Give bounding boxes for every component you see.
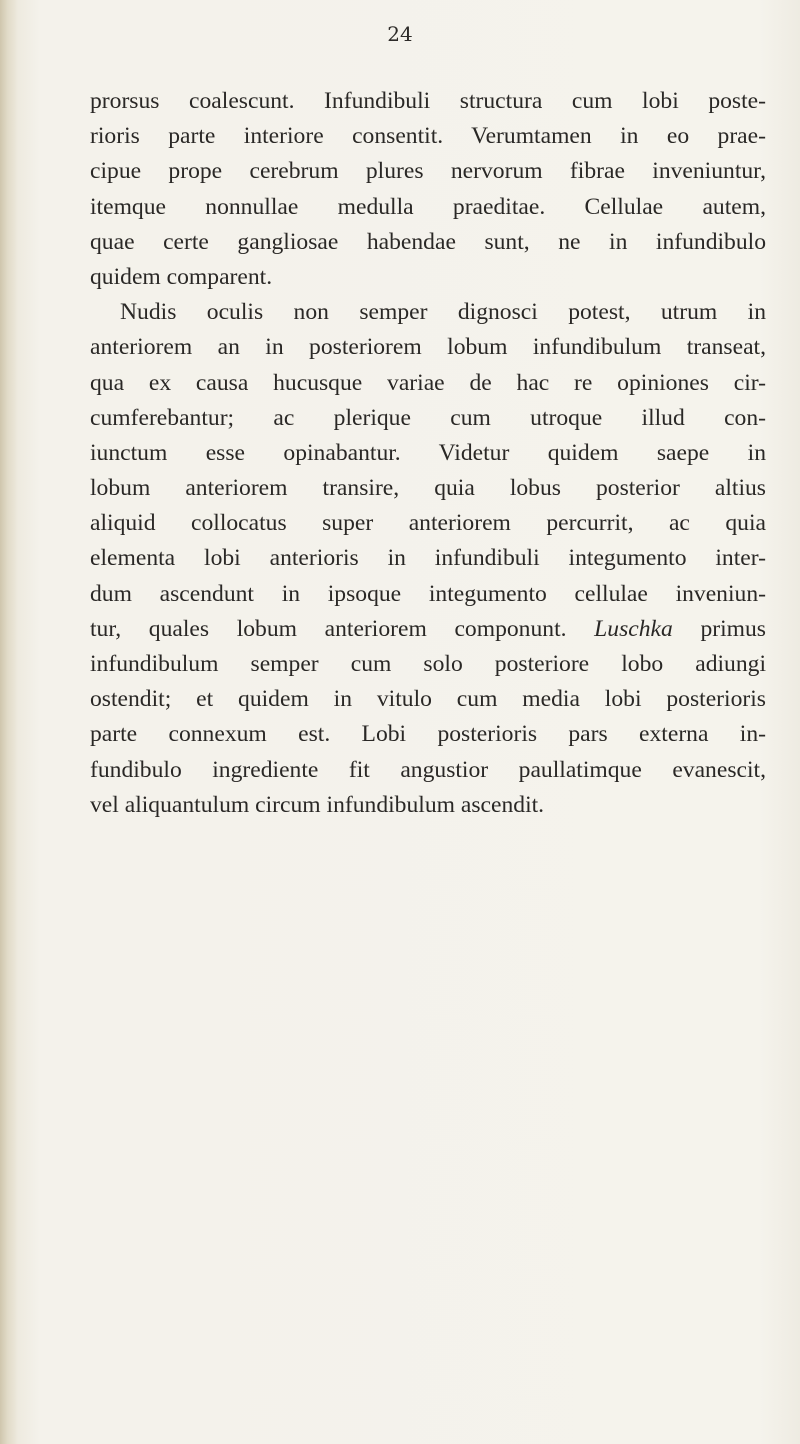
text-line: prorsus coalescunt. Infundibuli structura cum lobi poste- <box>90 88 766 114</box>
text-line: anteriorem an in posteriorem lobum infundibulum transeat, <box>90 334 766 361</box>
text-line: elementa lobi anterioris in infundibuli integumento inter- <box>90 545 766 572</box>
page-number: 24 <box>387 22 413 46</box>
text-line: aliquid collocatus super anteriorem percurrit, ac quia <box>90 510 766 537</box>
text-line: cipue prope cerebrum plures nervorum fibrae inveniuntur, <box>90 158 766 185</box>
text-line: rioris parte interiore consentit. Verumtamen in eo prae- <box>90 123 766 150</box>
text-line: cumferebantur; ac plerique cum utroque illud con- <box>90 404 766 431</box>
text-segment: primus <box>700 615 766 642</box>
text-line: infundibulum semper cum solo posteriore lobo adiungi <box>90 651 766 677</box>
text-line: lobum anteriorem transire, quia lobus posterior altius <box>90 475 766 502</box>
text-line: fundibulo ingrediente fit angustior paullatimque evanescit, <box>90 756 766 783</box>
text-line-paragraph-start: Nudis oculis non semper dignosci potest, utrum in <box>120 299 766 326</box>
text-line: dum ascendunt in ipsoque integumento cellulae inveniun- <box>90 580 766 607</box>
text-line: vel aliquantulum circum infundibulum ascendit. <box>90 791 545 818</box>
text-line: iunctum esse opinabantur. Videtur quidem saepe in <box>90 439 766 466</box>
text-line: quidem comparent. <box>90 263 273 290</box>
body-text <box>90 84 766 823</box>
text-line: qua ex causa hucusque variae de hac re opiniones cir- <box>90 369 766 396</box>
text-line: itemque nonnullae medulla praeditae. Cellulae autem, <box>90 193 766 220</box>
binding-shadow <box>0 0 18 1444</box>
text-line: parte connexum est. Lobi posterioris pars externa in- <box>90 721 766 748</box>
italic-author-name: Luschka <box>594 615 673 642</box>
text-segment: tur, quales lobum anteriorem componunt. <box>90 615 567 642</box>
text-line-with-name <box>90 612 766 647</box>
text-line: ostendit; et quidem in vitulo cum media lobi posterioris <box>90 686 766 713</box>
text-line: quae certe gangliosae habendae sunt, ne in infundibulo <box>90 228 766 255</box>
